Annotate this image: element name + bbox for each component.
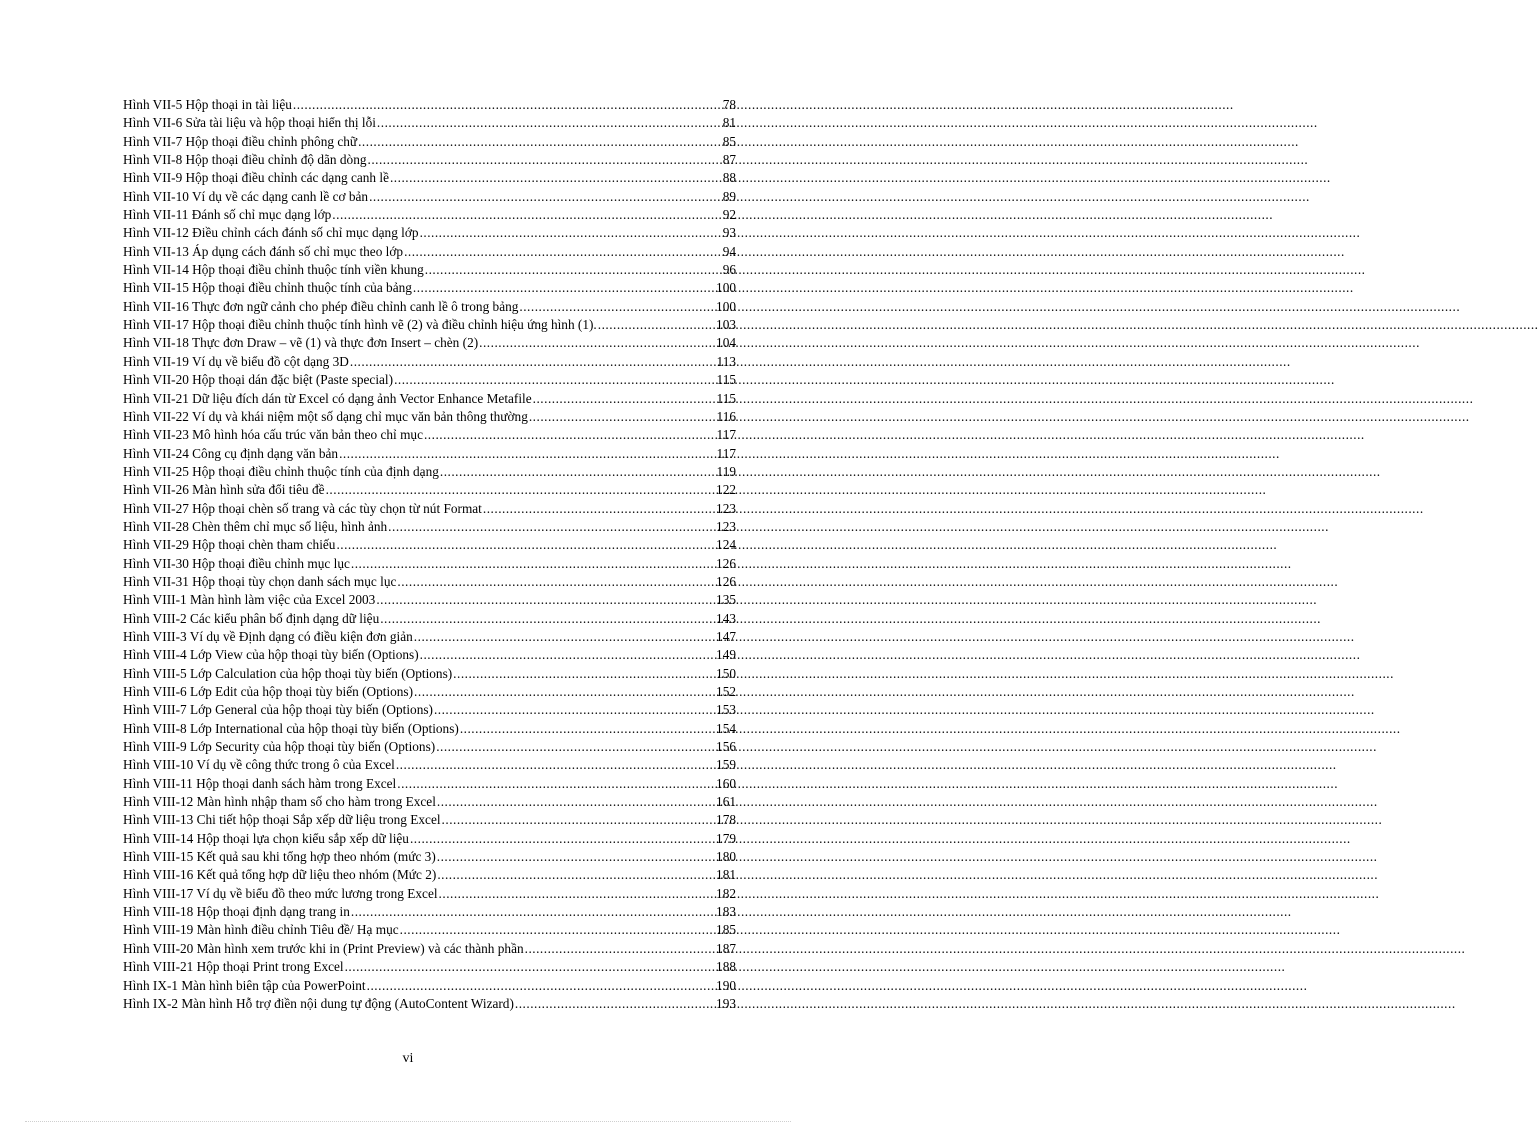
toc-entry-label: Hình VIII-12 Màn hình nhập tham số cho hàm trong Excel xyxy=(123,794,436,810)
toc-entry-label: Hình VIII-5 Lớp Calculation của hộp thoại tùy biến (Options) xyxy=(123,665,453,681)
toc-entry-label: Hình VII-31 Hộp thoại tùy chọn danh sách mục lục xyxy=(123,573,397,589)
toc-entry-page: 123 xyxy=(716,518,736,534)
toc-entry-page: 116 xyxy=(716,408,736,424)
toc-entry-label: Hình VII-5 Hộp thoại in tài liệu xyxy=(123,97,292,112)
toc-entry-label: Hình VIII-3 Ví dụ về Định dạng có điều kiện đơn giản xyxy=(123,628,413,644)
toc-entry-label: Hình VIII-18 Hộp thoại định dạng trang in xyxy=(123,904,350,920)
toc-entry-page: 78 xyxy=(722,97,736,112)
toc-entry-label: Hình VII-11 Đánh số chỉ mục dạng lớp xyxy=(123,207,332,223)
toc-entry-page: 103 xyxy=(716,317,736,333)
toc-entry-label: Hình VII-28 Chèn thêm chỉ mục số liệu, hình ảnh xyxy=(123,518,388,534)
toc-entry-page: 135 xyxy=(716,592,736,608)
dot-leader xyxy=(397,775,715,793)
dot-leader xyxy=(437,793,715,811)
toc-entry-page: 180 xyxy=(716,849,736,865)
dot-leader xyxy=(332,206,721,224)
toc-entry-page: 187 xyxy=(716,940,736,956)
toc-entry-page: 81 xyxy=(722,115,736,131)
dot-leader xyxy=(453,665,715,683)
toc-entry-page: 87 xyxy=(722,152,736,168)
toc-entry-page: 156 xyxy=(716,739,736,755)
dot-leader xyxy=(437,848,715,866)
toc-entry-label: Hình VIII-7 Lớp General của hộp thoại tùy biến (Options) xyxy=(123,702,433,718)
dot-leader xyxy=(404,243,722,261)
toc-entry-page: 126 xyxy=(716,555,736,571)
toc-entry[interactable] xyxy=(123,426,736,444)
toc-entry[interactable] xyxy=(123,445,736,463)
toc-entry[interactable] xyxy=(123,408,736,426)
dot-leader xyxy=(368,151,722,169)
toc-entry-label: Hình VIII-17 Ví dụ về biểu đồ theo mức lương trong Excel xyxy=(123,885,438,901)
toc-entry[interactable] xyxy=(123,977,736,995)
toc-entry-page: 100 xyxy=(716,280,736,296)
toc-entry-label: Hình VII-18 Thực đơn Draw – vẽ (1) và thực đơn Insert – chèn (2) xyxy=(123,335,479,351)
toc-entry[interactable] xyxy=(123,903,736,921)
toc-entry-label: Hình VIII-8 Lớp International của hộp thoại tùy biến (Options) xyxy=(123,720,459,736)
toc-entry-page: 117 xyxy=(716,445,736,461)
dot-leader xyxy=(439,885,716,903)
dot-leader xyxy=(420,224,722,242)
toc-entry-page: 153 xyxy=(716,702,736,718)
toc-entry[interactable] xyxy=(123,463,736,481)
toc-entry-page: 92 xyxy=(722,207,736,223)
toc-entry[interactable] xyxy=(123,756,736,774)
dot-leader xyxy=(351,555,715,573)
toc-entry[interactable] xyxy=(123,701,736,719)
toc-entry[interactable] xyxy=(123,793,736,811)
toc-entry-label: Hình VIII-6 Lớp Edit của hộp thoại tùy biến (Options) xyxy=(123,684,414,699)
dot-leader xyxy=(396,756,715,774)
toc-entry-label: Hình VIII-13 Chi tiết hộp thoại Sắp xếp dữ liệu trong Excel xyxy=(123,812,441,828)
toc-entry[interactable] xyxy=(123,518,736,536)
toc-entry-page: 143 xyxy=(716,610,736,626)
toc-entry-page: 100 xyxy=(716,298,736,314)
toc-entry-page: 94 xyxy=(722,243,736,259)
dot-leader xyxy=(388,518,715,536)
dot-leader xyxy=(358,133,722,151)
toc-entry-label: Hình VII-13 Áp dụng cách đánh số chỉ mục theo lớp xyxy=(123,243,404,259)
toc-entry-page: 115 xyxy=(716,372,736,388)
table-of-figures xyxy=(123,96,736,1013)
dot-leader xyxy=(483,500,715,518)
toc-entry-label: Hình VII-21 Dữ liệu đích dán từ Excel có dạng ảnh Vector Enhance Metafile xyxy=(123,390,532,406)
toc-entry-label: Hình VII-9 Hộp thoại điều chỉnh các dạng canh lề xyxy=(123,170,389,186)
toc-entry-label: Hình VII-8 Hộp thoại điều chỉnh độ dãn dòng xyxy=(123,152,367,168)
toc-entry-label: Hình VIII-14 Hộp thoại lựa chọn kiểu sắp xếp dữ liệu xyxy=(123,830,409,846)
toc-entry[interactable] xyxy=(123,206,736,224)
toc-entry-page: 93 xyxy=(722,225,736,241)
toc-entry-label: Hình VII-12 Điều chỉnh cách đánh số chỉ mục dạng lớp xyxy=(123,225,419,241)
dot-leader xyxy=(414,628,715,646)
dot-leader xyxy=(437,866,715,884)
dot-leader xyxy=(345,958,715,976)
toc-entry-page: 185 xyxy=(716,922,736,938)
toc-entry-page: 150 xyxy=(716,665,736,681)
toc-entry-label: Hình VIII-19 Màn hình điều chỉnh Tiêu đề/ Hạ mục xyxy=(123,922,399,938)
dot-leader xyxy=(525,940,715,958)
dot-leader xyxy=(440,463,716,481)
toc-entry[interactable] xyxy=(123,224,736,242)
toc-entry[interactable] xyxy=(123,830,736,848)
toc-entry[interactable] xyxy=(123,316,736,334)
toc-entry[interactable] xyxy=(123,591,736,609)
dot-leader xyxy=(369,188,722,206)
toc-entry[interactable] xyxy=(123,133,736,151)
toc-entry-page: 124 xyxy=(716,537,736,553)
toc-entry-page: 119 xyxy=(716,463,736,479)
toc-entry-page: 122 xyxy=(716,482,736,498)
toc-entry[interactable] xyxy=(123,390,736,408)
toc-entry-label: Hình VII-20 Hộp thoại dán đặc biệt (Paste special) xyxy=(123,372,394,388)
toc-entry-page: 179 xyxy=(716,830,736,846)
toc-entry-label: Hình VII-17 Hộp thoại điều chỉnh thuộc tính hình vẽ (2) và điều chỉnh hiệu ứng hình (1). xyxy=(123,317,597,333)
toc-entry[interactable] xyxy=(123,738,736,756)
dot-leader xyxy=(515,995,715,1013)
toc-entry-label: Hình VIII-21 Hộp thoại Print trong Excel xyxy=(123,959,344,975)
dot-leader xyxy=(420,646,715,664)
toc-entry[interactable] xyxy=(123,628,736,646)
toc-entry-label: Hình VII-7 Hộp thoại điều chỉnh phông chữ xyxy=(123,133,358,149)
toc-entry[interactable] xyxy=(123,555,736,573)
dot-leader xyxy=(336,536,715,554)
toc-entry[interactable] xyxy=(123,573,736,591)
dot-leader xyxy=(424,426,716,444)
dot-leader xyxy=(376,591,715,609)
toc-entry[interactable] xyxy=(123,921,736,939)
dot-leader xyxy=(367,977,715,995)
toc-entry[interactable] xyxy=(123,114,736,132)
toc-entry-page: 88 xyxy=(722,170,736,186)
toc-entry-page: 188 xyxy=(716,959,736,975)
toc-entry[interactable] xyxy=(123,536,736,554)
dot-leader xyxy=(326,481,715,499)
dot-leader xyxy=(380,610,715,628)
dot-leader xyxy=(351,903,715,921)
toc-entry-label: Hình VII-24 Công cụ định dạng văn bản xyxy=(123,445,339,461)
toc-entry[interactable] xyxy=(123,866,736,884)
toc-entry[interactable] xyxy=(123,720,736,738)
dot-leader xyxy=(436,738,715,756)
dot-leader xyxy=(414,683,715,701)
toc-entry-label: Hình VII-25 Hộp thoại điều chỉnh thuộc tính của định dạng xyxy=(123,463,439,479)
dot-leader xyxy=(533,390,716,408)
toc-entry-label: Hình VIII-20 Màn hình xem trước khi in (Print Preview) và các thành phần xyxy=(123,940,524,956)
dot-leader xyxy=(410,830,715,848)
toc-entry-label: Hình VII-10 Ví dụ về các dạng canh lề cơ bản xyxy=(123,188,369,204)
toc-entry-page: 190 xyxy=(716,977,736,993)
toc-entry[interactable] xyxy=(123,958,736,976)
toc-entry[interactable] xyxy=(123,188,736,206)
toc-entry-page: 115 xyxy=(716,390,736,406)
toc-entry-label: Hình VIII-1 Màn hình làm việc của Excel 2003 xyxy=(123,592,376,608)
toc-entry-label: Hình VII-30 Hộp thoại điều chỉnh mục lục xyxy=(123,555,350,571)
toc-entry[interactable] xyxy=(123,885,736,903)
toc-entry[interactable] xyxy=(123,646,736,664)
dot-leader xyxy=(293,96,722,114)
toc-entry-label: Hình VII-15 Hộp thoại điều chỉnh thuộc tính của bảng xyxy=(123,280,412,296)
dot-leader xyxy=(529,408,716,426)
toc-entry-page: 181 xyxy=(716,867,736,883)
dot-leader xyxy=(397,573,715,591)
toc-entry-page: 152 xyxy=(716,684,736,699)
dot-leader xyxy=(394,371,715,389)
toc-entry-label: Hình VII-19 Ví dụ về biểu đồ cột dạng 3D xyxy=(123,353,349,369)
toc-entry-label: Hình VII-16 Thực đơn ngữ cảnh cho phép điều chỉnh canh lề ô trong bảng xyxy=(123,298,519,314)
toc-entry[interactable] xyxy=(123,169,736,187)
toc-entry-label: Hình VII-27 Hộp thoại chèn số trang và các tùy chọn từ nút Format xyxy=(123,500,482,516)
toc-entry[interactable] xyxy=(123,334,736,352)
dot-leader xyxy=(350,353,716,371)
dot-leader xyxy=(425,261,722,279)
toc-entry-page: 161 xyxy=(716,794,736,810)
toc-entry[interactable] xyxy=(123,940,736,958)
toc-entry-page: 147 xyxy=(716,628,736,644)
toc-entry-page: 183 xyxy=(716,904,736,920)
toc-entry-label: Hình VIII-2 Các kiểu phân bố định dạng dữ liệu xyxy=(123,610,380,626)
dot-leader xyxy=(442,811,716,829)
toc-entry[interactable] xyxy=(123,683,736,701)
toc-entry-label: Hình VIII-4 Lớp View của hộp thoại tùy biến (Options) xyxy=(123,647,419,663)
toc-entry-page: 154 xyxy=(716,720,736,736)
toc-entry[interactable] xyxy=(123,610,736,628)
toc-entry[interactable] xyxy=(123,353,736,371)
toc-entry-page: 182 xyxy=(716,885,736,901)
toc-entry[interactable] xyxy=(123,298,736,316)
page-number: vi xyxy=(402,1051,414,1066)
toc-entry-label: Hình VIII-11 Hộp thoại danh sách hàm trong Excel xyxy=(123,775,397,791)
toc-entry-label: Hình VIII-10 Ví dụ về công thức trong ô của Excel xyxy=(123,757,395,773)
dot-leader xyxy=(400,921,715,939)
dot-leader xyxy=(519,298,715,316)
toc-entry-page: 126 xyxy=(716,573,736,589)
toc-entry-page: 149 xyxy=(716,647,736,663)
toc-entry-label: Hình VII-14 Hộp thoại điều chỉnh thuộc tính viền khung xyxy=(123,262,424,278)
toc-entry-label: Hình IX-2 Màn hình Hỗ trợ điền nội dung tự động (AutoContent Wizard) xyxy=(123,995,514,1011)
toc-entry-label: Hình VIII-15 Kết quả sau khi tổng hợp theo nhóm (mức 3) xyxy=(123,849,436,865)
dot-leader xyxy=(460,720,715,738)
toc-entry-label: Hình VIII-16 Kết quả tổng hợp dữ liệu theo nhóm (Mức 2) xyxy=(123,867,437,883)
toc-entry[interactable] xyxy=(123,481,736,499)
toc-entry-page: 104 xyxy=(716,335,736,351)
page-bottom-rule xyxy=(25,1121,791,1122)
dot-leader xyxy=(479,334,715,352)
dot-leader xyxy=(339,445,715,463)
toc-entry[interactable] xyxy=(123,96,736,114)
toc-entry-label: Hình VII-6 Sửa tài liệu và hộp thoại hiển thị lỗi xyxy=(123,115,376,131)
toc-entry-label: Hình VII-22 Ví dụ và khái niệm một số dạng chỉ mục văn bản thông thường xyxy=(123,408,528,424)
toc-entry[interactable] xyxy=(123,811,736,829)
toc-entry[interactable] xyxy=(123,665,736,683)
toc-entry[interactable] xyxy=(123,995,736,1013)
toc-entry[interactable] xyxy=(123,279,736,297)
toc-entry[interactable] xyxy=(123,775,736,793)
toc-entry-page: 193 xyxy=(716,995,736,1011)
toc-entry-label: Hình VIII-9 Lớp Security của hộp thoại tùy biến (Options) xyxy=(123,739,436,755)
toc-entry[interactable] xyxy=(123,500,736,518)
dot-leader xyxy=(377,114,722,132)
toc-entry[interactable] xyxy=(123,371,736,389)
dot-leader xyxy=(390,169,722,187)
toc-entry[interactable] xyxy=(123,261,736,279)
toc-entry[interactable] xyxy=(123,848,736,866)
toc-entry[interactable] xyxy=(123,243,736,261)
toc-entry-page: 89 xyxy=(722,188,736,204)
dot-leader xyxy=(434,701,715,719)
toc-entry-page: 117 xyxy=(716,427,736,443)
toc-entry-label: Hình VII-23 Mô hình hóa cấu trúc văn bản theo chỉ mục xyxy=(123,427,423,443)
toc-entry-label: Hình IX-1 Màn hình biên tập của PowerPoint xyxy=(123,977,366,993)
toc-entry-label: Hình VII-29 Hộp thoại chèn tham chiếu xyxy=(123,537,336,553)
toc-entry-page: 113 xyxy=(716,353,736,369)
toc-entry-page: 123 xyxy=(716,500,736,516)
toc-entry-page: 96 xyxy=(722,262,736,278)
toc-entry-page: 85 xyxy=(722,133,736,149)
dot-leader xyxy=(598,316,715,334)
toc-entry[interactable] xyxy=(123,151,736,169)
toc-entry-page: 159 xyxy=(716,757,736,773)
dot-leader xyxy=(413,279,715,297)
toc-entry-page: 178 xyxy=(716,812,736,828)
toc-entry-page: 160 xyxy=(716,775,736,791)
toc-entry-label: Hình VII-26 Màn hình sửa đổi tiêu đề xyxy=(123,482,325,498)
